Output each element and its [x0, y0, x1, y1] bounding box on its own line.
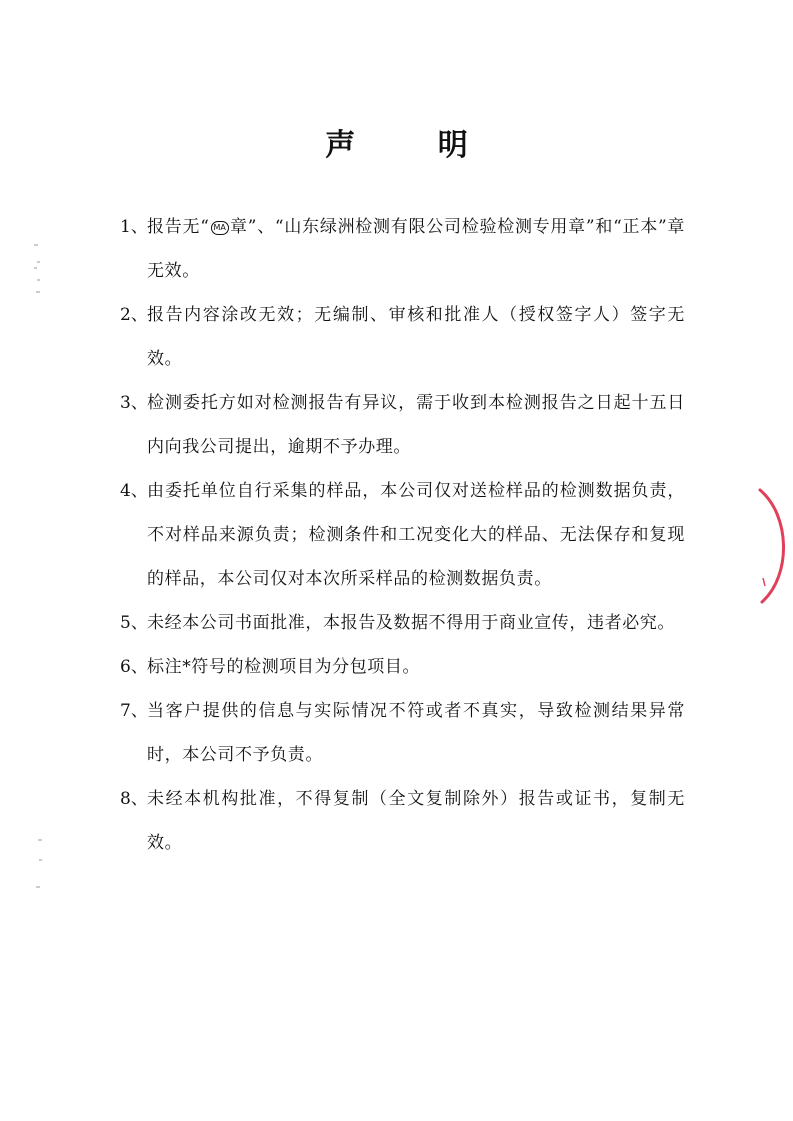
statement-item-1: [120, 205, 685, 293]
statement-item-8: [120, 777, 685, 865]
page-title: 声 明: [325, 128, 504, 163]
item-number: 5、: [120, 613, 148, 633]
item-text: 报告无“ MA 章”、“山东绿洲检测有限公司检验检测专用章”和“正本”章无效。: [147, 217, 685, 281]
ma-mark-icon: MA: [211, 221, 229, 235]
item-text: 当客户提供的信息与实际情况不符或者不真实，导致检测结果异常时，本公司不予负责。: [147, 701, 685, 765]
statement-item-3: [120, 381, 685, 469]
statement-item-7: [120, 689, 685, 777]
item-number: 6、: [120, 657, 148, 677]
item-number: 3、: [120, 393, 148, 413]
item-number: 7、: [120, 701, 148, 721]
statement-list: [120, 205, 685, 865]
item-text: 检测委托方如对检测报告有异议，需于收到本检测报告之日起十五日内向我公司提出，逾期不予办理。: [147, 393, 685, 457]
statement-item-4: [120, 469, 685, 601]
statement-item-6: [120, 645, 685, 689]
item-text: 由委托单位自行采集的样品，本公司仅对送检样品的检测数据负责，不对样品来源负责；检测条件和工况变化大的样品、无法保存和复现的样品，本公司仅对本次所采样品的检测数据负责。: [147, 481, 685, 589]
item-text: 未经本公司书面批准，本报告及数据不得用于商业宣传，违者必究。: [147, 613, 675, 633]
statement-item-2: [120, 293, 685, 381]
item-number: 8、: [120, 789, 148, 809]
item-number: 1、: [120, 217, 148, 237]
item-text: 标注*符号的检测项目为分包项目。: [147, 657, 421, 677]
statement-item-5: [120, 601, 685, 645]
item-text: 报告内容涂改无效；无编制、审核和批准人（授权签字人）签字无效。: [147, 305, 685, 369]
item-text: 未经本机构批准，不得复制（全文复制除外）报告或证书，复制无效。: [147, 789, 685, 853]
item-number: 2、: [120, 305, 148, 325]
item-number: 4、: [120, 481, 148, 501]
